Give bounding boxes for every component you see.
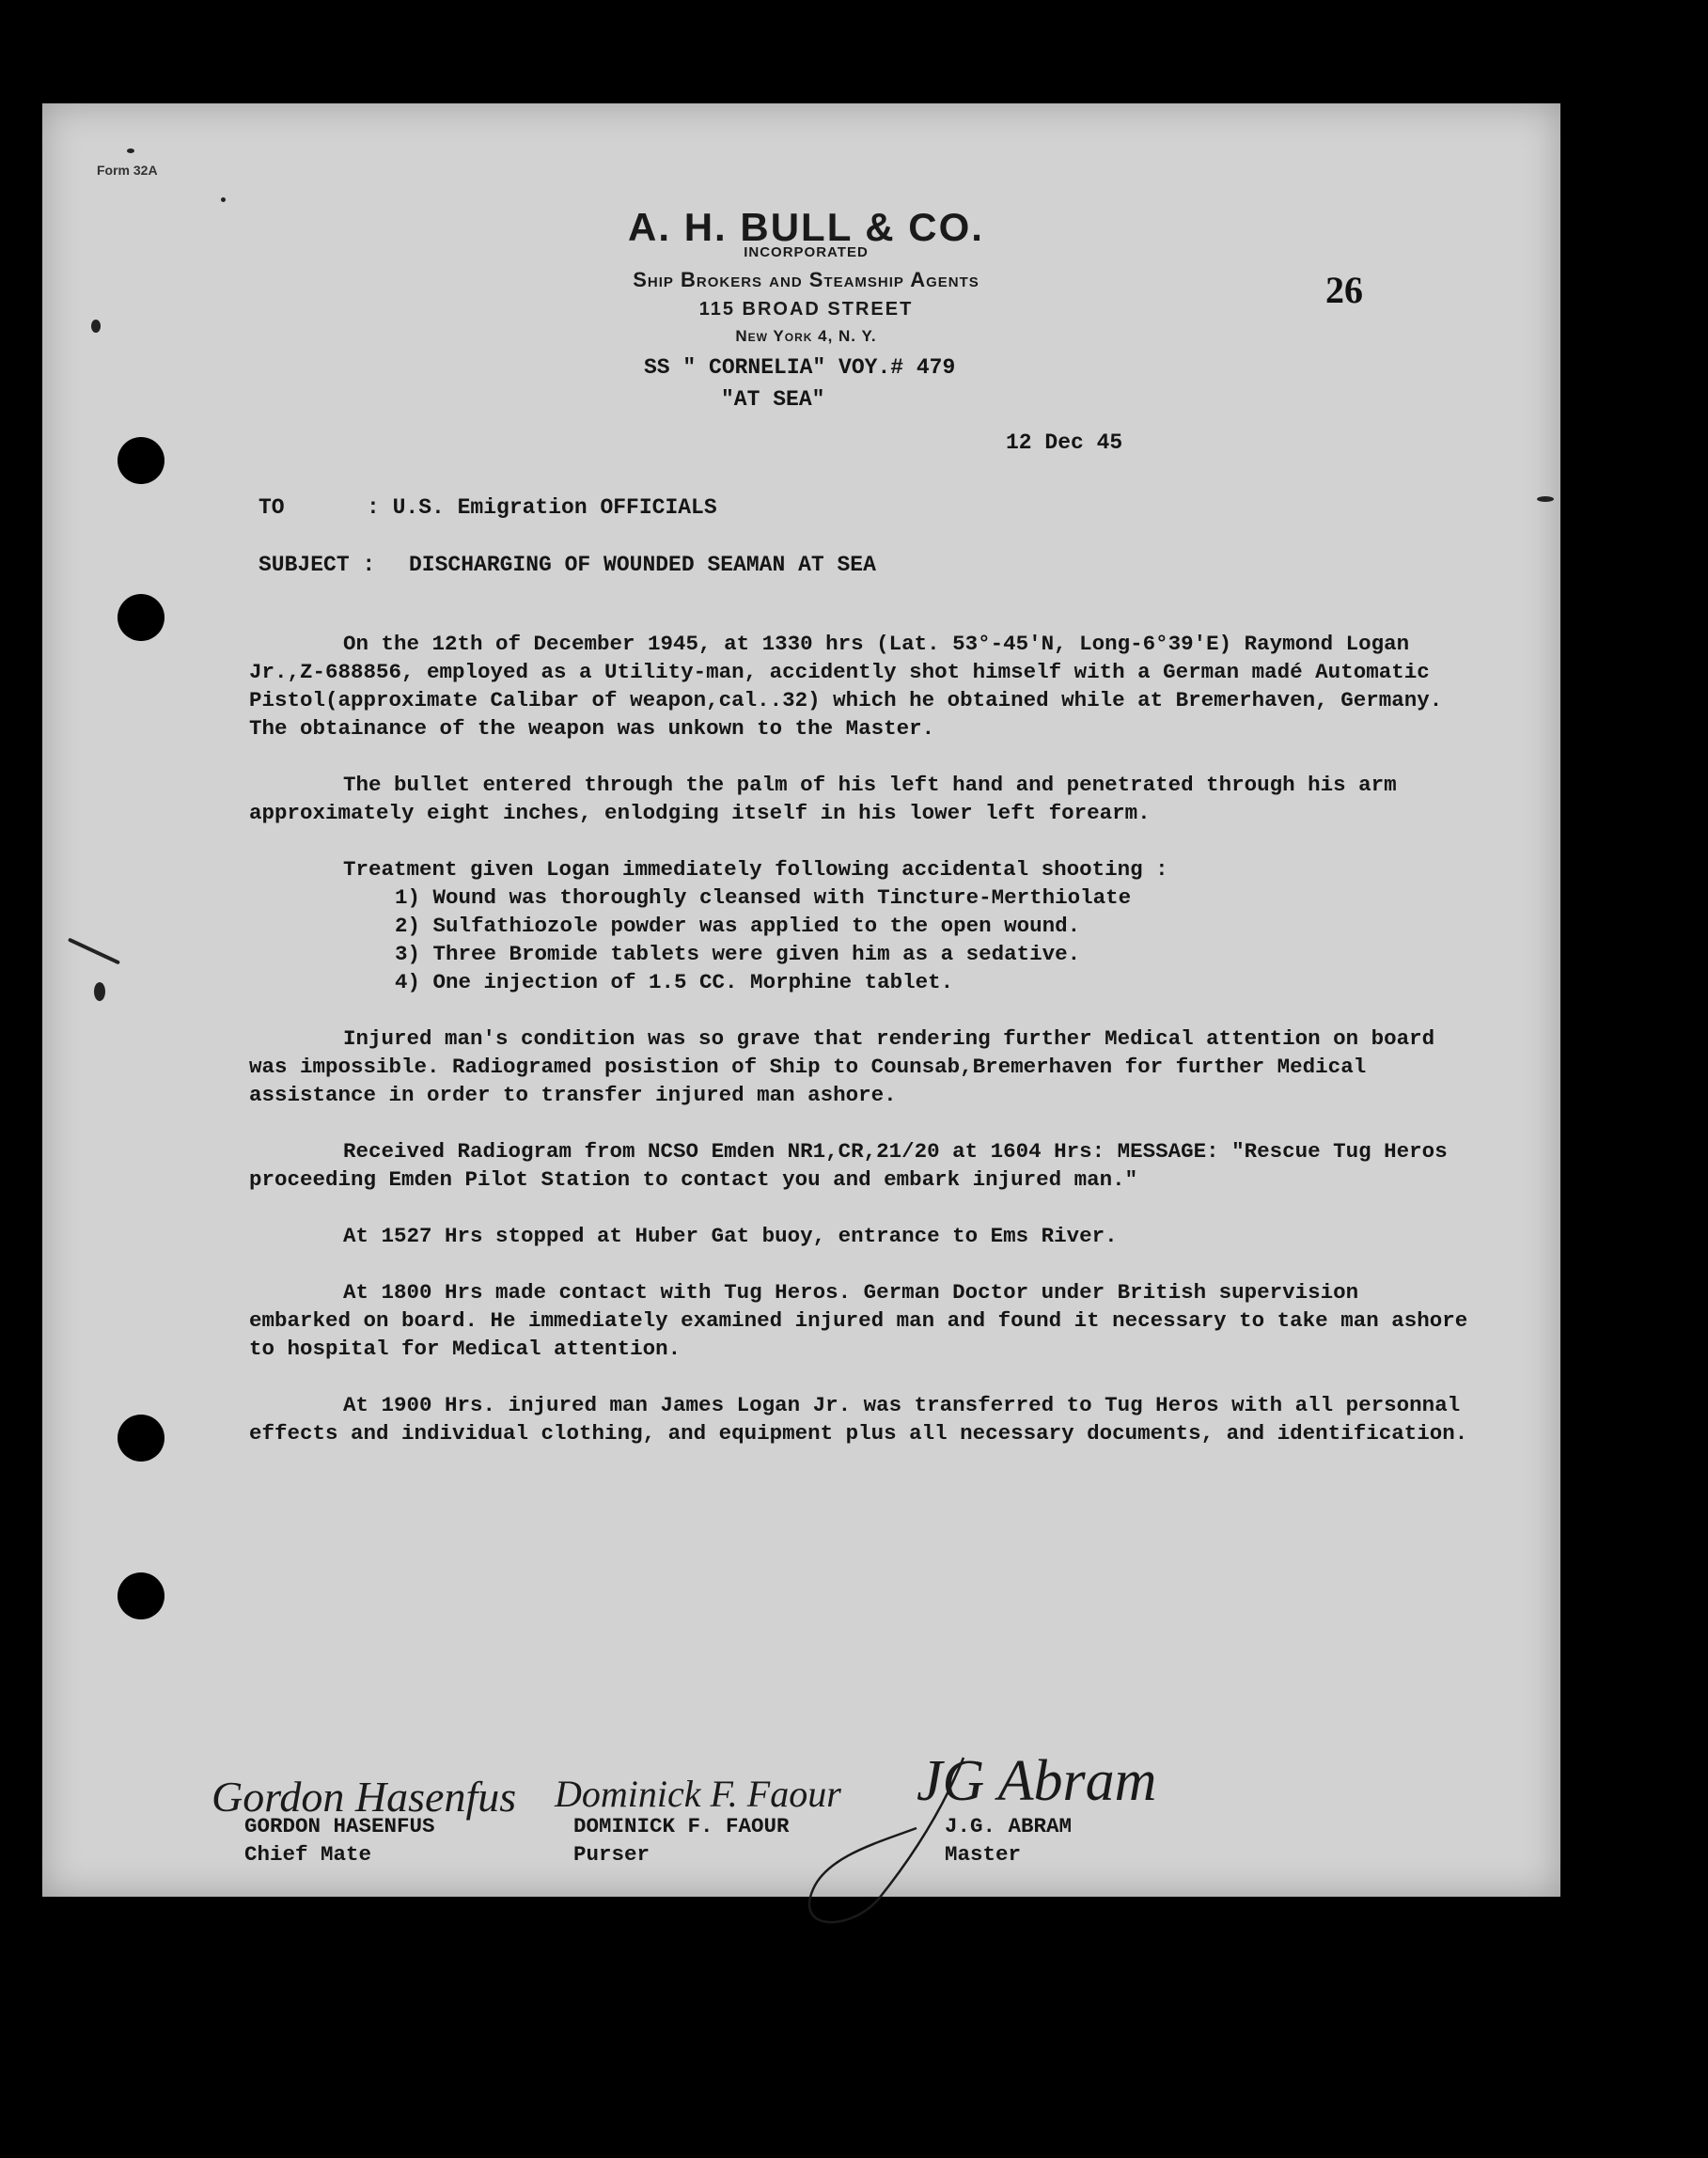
- signer-name: GORDON HASENFUS: [244, 1814, 435, 1838]
- punch-hole: [118, 594, 165, 641]
- letter-body: [249, 630, 1471, 1476]
- page-number: 26: [1325, 269, 1363, 311]
- signer-name: DOMINICK F. FAOUR: [573, 1814, 790, 1838]
- punch-hole: [118, 437, 165, 484]
- list-item: 3) Three Bromide tablets were given him as a sedative.: [395, 942, 1081, 966]
- company-city: New York 4, N. Y.: [735, 327, 877, 345]
- body-paragraph: The bullet entered through the palm of his left hand and penetrated through his arm approximately eight inches, enlodging itself in his lower left forearm.: [249, 773, 1397, 825]
- signer-title: Purser: [573, 1842, 650, 1867]
- body-paragraph: Received Radiogram from NCSO Emden NR1,CR,21/20 at 1604 Hrs: MESSAGE: "Rescue Tug Heros proceeding Emden Pilot Station to contact you and embark injured man.": [249, 1139, 1448, 1192]
- company-description: Ship Brokers and Steamship Agents: [633, 268, 979, 291]
- location-line: "AT SEA": [721, 387, 825, 412]
- to-label: TO: [259, 495, 285, 520]
- company-street: 115 BROAD STREET: [698, 299, 914, 320]
- signer-title: Master: [945, 1842, 1022, 1867]
- subject-value: DISCHARGING OF WOUNDED SEAMAN AT SEA: [409, 553, 876, 577]
- to-value: : U.S. Emigration OFFICIALS: [367, 495, 717, 520]
- signer-title: Chief Mate: [244, 1842, 372, 1867]
- vessel-line: SS " CORNELIA" VOY.# 479: [644, 355, 956, 380]
- signature-purser: Dominick F. Faour: [555, 1773, 841, 1815]
- signer-chief-mate: [244, 1812, 435, 1869]
- punch-hole: [118, 1415, 165, 1462]
- list-item: 2) Sulfathiozole powder was applied to the open wound.: [395, 914, 1081, 938]
- signer-name: J.G. ABRAM: [945, 1814, 1073, 1838]
- speck: [1537, 496, 1554, 502]
- list-item: 4) One injection of 1.5 CC. Morphine tablet.: [395, 970, 954, 994]
- signature-chief-mate: Gordon Hasenfus: [212, 1773, 517, 1821]
- treatment-list: [249, 884, 1471, 996]
- speck: [94, 982, 105, 1001]
- speck: [68, 938, 120, 965]
- company-name: A. H. BULL & CO.: [628, 205, 984, 249]
- body-paragraph: On the 12th of December 1945, at 1330 hrs (Lat. 53°-45'N, Long-6°39'E) Raymond Logan Jr.,Z-688856, employed as a Utility-man, accidently shot himself with a German madé Automatic Pistol(approximate Calibar of weapon,cal..32) which he obtained while at Bremerhaven, Germany. The obtainance of the weapon was unkown to the Master.: [249, 632, 1443, 741]
- signer-master: [945, 1812, 1072, 1869]
- incorporated-label: INCORPORATED: [744, 244, 869, 260]
- list-item: 1) Wound was thoroughly cleansed with Tincture-Merthiolate: [395, 885, 1132, 910]
- punch-hole: [118, 1572, 165, 1619]
- letter-date: 12 Dec 45: [1006, 430, 1123, 455]
- body-paragraph: Injured man's condition was so grave that rendering further Medical attention on board was impossible. Radiogramed posistion of Ship to Counsab,Bremerhaven for further Medical assistance in order to transfer injured man ashore.: [249, 1026, 1435, 1107]
- signer-purser: [573, 1812, 790, 1869]
- signature-master: JG Abram: [917, 1749, 1157, 1813]
- document-page: [42, 103, 1560, 1897]
- body-paragraph: At 1527 Hrs stopped at Huber Gat buoy, entrance to Ems River.: [343, 1224, 1118, 1248]
- speck: [221, 197, 226, 202]
- body-paragraph: At 1900 Hrs. injured man James Logan Jr. was transferred to Tug Heros with all personnal effects and individual clothing, and equipment plus all necessary documents, and identification.: [249, 1393, 1468, 1446]
- body-paragraph: At 1800 Hrs made contact with Tug Heros. German Doctor under British supervision embarked on board. He immediately examined injured man and found it necessary to take man ashore to hospital for Medical attention.: [249, 1280, 1468, 1361]
- speck: [127, 149, 134, 153]
- body-paragraph: Treatment given Logan immediately following accidental shooting :: [343, 857, 1168, 882]
- subject-label: SUBJECT :: [259, 553, 376, 577]
- form-number: Form 32A: [97, 163, 158, 178]
